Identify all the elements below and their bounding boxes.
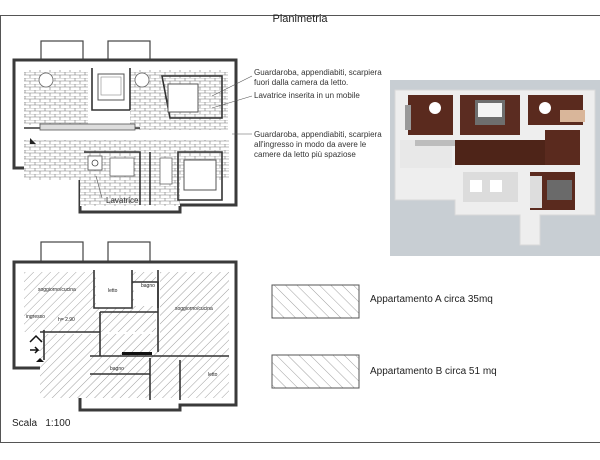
legend-label-a: Appartamento A circa 35mq xyxy=(370,294,493,305)
note-washer-cabinet: Lavatrice inserita in un mobile xyxy=(254,91,360,100)
note-wardrobe-line1: Guardaroba, appendiabiti, scarpiera xyxy=(254,68,382,77)
room-ingresso: ingresso xyxy=(26,314,45,320)
balcony-left xyxy=(41,41,83,61)
room-soggiorno-b: soggiorno/cucina xyxy=(175,306,213,312)
note-wardrobe-line2: fuori dalla camera da letto. xyxy=(254,78,349,87)
scale-label-text: Scala xyxy=(12,418,38,429)
note-wardrobe-entrance xyxy=(254,130,382,160)
plan-bottom xyxy=(14,242,236,410)
balcony-right xyxy=(108,41,150,61)
note-washer: Lavatrice xyxy=(106,196,139,205)
note-wardrobe xyxy=(254,68,382,88)
note-entrance-line3: camere da letto più spaziose xyxy=(254,150,356,159)
legend-swatch-b xyxy=(272,355,359,388)
plan-top xyxy=(14,41,252,212)
legend-swatch-a xyxy=(272,285,359,318)
page-title: Planimetria xyxy=(272,13,328,25)
room-letto-a: letto xyxy=(108,288,118,294)
room-bagno-a: bagno xyxy=(141,283,155,289)
room-bagno-b: bagno xyxy=(110,366,124,372)
room-letto-b: letto xyxy=(208,372,218,378)
scale-label xyxy=(12,418,70,429)
note-entrance-line1: Guardaroba, appendiabiti, scarpiera xyxy=(254,130,382,139)
room-soggiorno-a: soggiorno/cucina xyxy=(38,287,76,293)
note-entrance-line2: all'ingresso in modo da avere le xyxy=(254,140,367,149)
legend-label-b: Appartamento B circa 51 mq xyxy=(370,366,497,377)
render-3d xyxy=(390,80,600,256)
room-height: h= 2.90 xyxy=(58,317,75,323)
scale-value: 1:100 xyxy=(45,418,71,429)
